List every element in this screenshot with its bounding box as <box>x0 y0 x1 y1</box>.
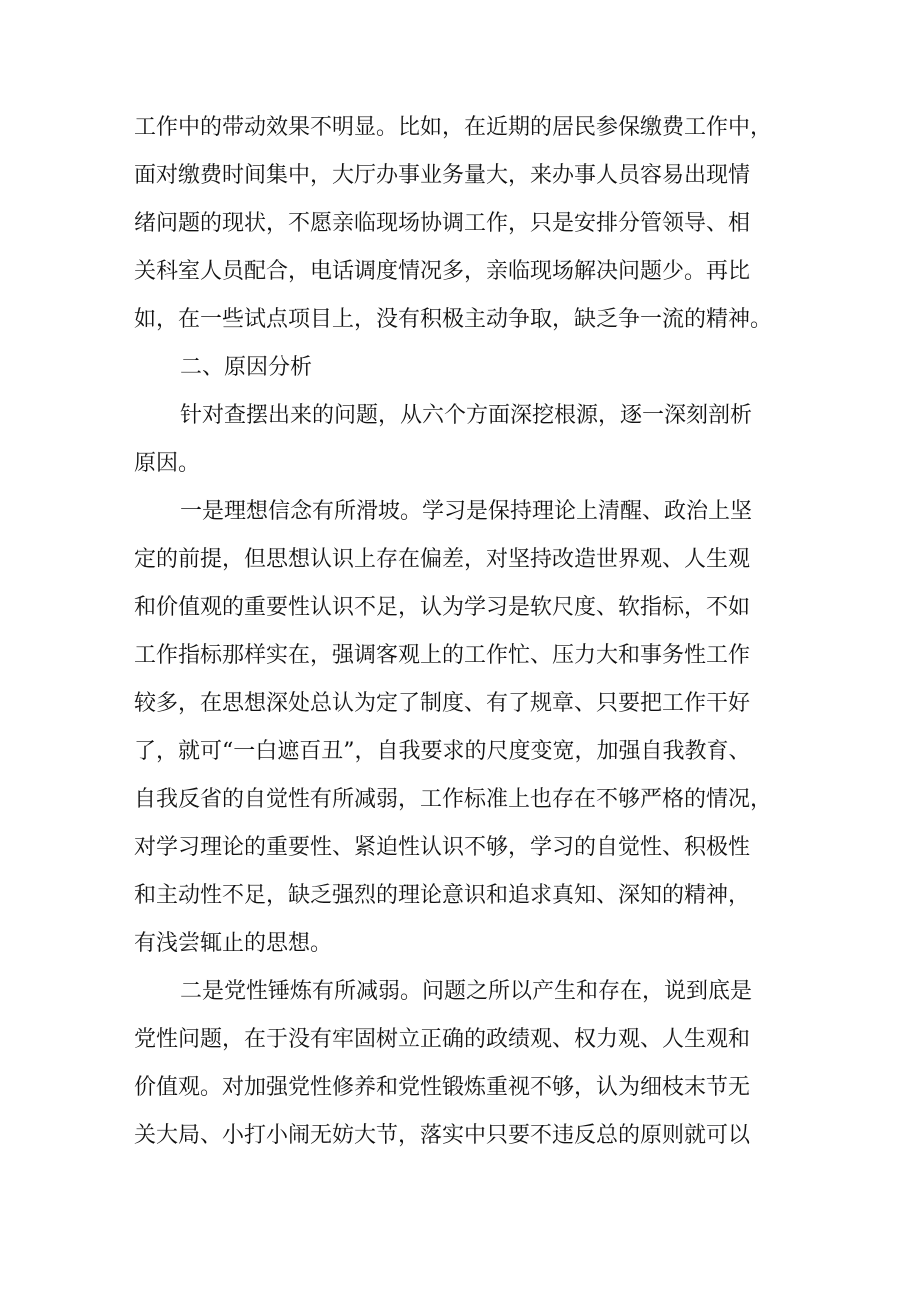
body-line: 自我反省的自觉性有所减弱，工作标准上也存在不够严格的情况， <box>134 787 773 812</box>
body-line: 关科室人员配合，电话调度情况多，亲临现场解决问题少。再比 <box>134 259 751 284</box>
body-line: 定的前提，但思想认识上存在偏差，对坚持改造世界观、人生观 <box>134 547 751 572</box>
paragraph-first-line: 针对查摆出来的问题，从六个方面深挖根源，逐一深刻剖析 <box>180 403 753 428</box>
body-line: 价值观。对加强党性修养和党性锻炼重视不够，认为细枝末节无 <box>134 1075 751 1100</box>
body-line: 对学习理论的重要性、紧迫性认识不够，学习的自觉性、积极性 <box>134 835 751 860</box>
body-line: 和价值观的重要性认识不足，认为学习是软尺度、软指标，不如 <box>134 595 751 620</box>
body-line: 原因。 <box>134 451 201 476</box>
body-line: 党性问题，在于没有牢固树立正确的政绩观、权力观、人生观和 <box>134 1027 751 1052</box>
body-line: 绪问题的现状，不愿亲临现场协调工作，只是安排分管领导、相 <box>134 211 751 236</box>
body-line: 较多，在思想深处总认为定了制度、有了规章、只要把工作干好 <box>134 691 751 716</box>
body-line: 关大局、小打小闹无妨大节，落实中只要不违反总的原则就可以 <box>134 1123 751 1148</box>
body-line: 了，就可“一白遮百丑”，自我要求的尺度变宽，加强自我教育、 <box>134 739 751 764</box>
body-line: 和主动性不足，缺乏强烈的理论意识和追求真知、深知的精神， <box>134 883 751 908</box>
body-line: 工作中的带动效果不明显。比如，在近期的居民参保缴费工作中， <box>134 115 773 140</box>
paragraph-first-line: 一是理想信念有所滑坡。学习是保持理论上清醒、政治上坚 <box>180 499 753 524</box>
body-line: 如，在一些试点项目上，没有积极主动争取，缺乏争一流的精神。 <box>134 307 773 332</box>
body-line: 有浅尝辄止的思想。 <box>134 931 333 956</box>
body-line: 面对缴费时间集中，大厅办事业务量大，来办事人员容易出现情 <box>134 163 751 188</box>
section-heading: 二、原因分析 <box>180 355 313 380</box>
body-line: 工作指标那样实在，强调客观上的工作忙、压力大和事务性工作 <box>134 643 751 668</box>
paragraph-first-line: 二是党性锤炼有所减弱。问题之所以产生和存在，说到底是 <box>180 979 753 1004</box>
